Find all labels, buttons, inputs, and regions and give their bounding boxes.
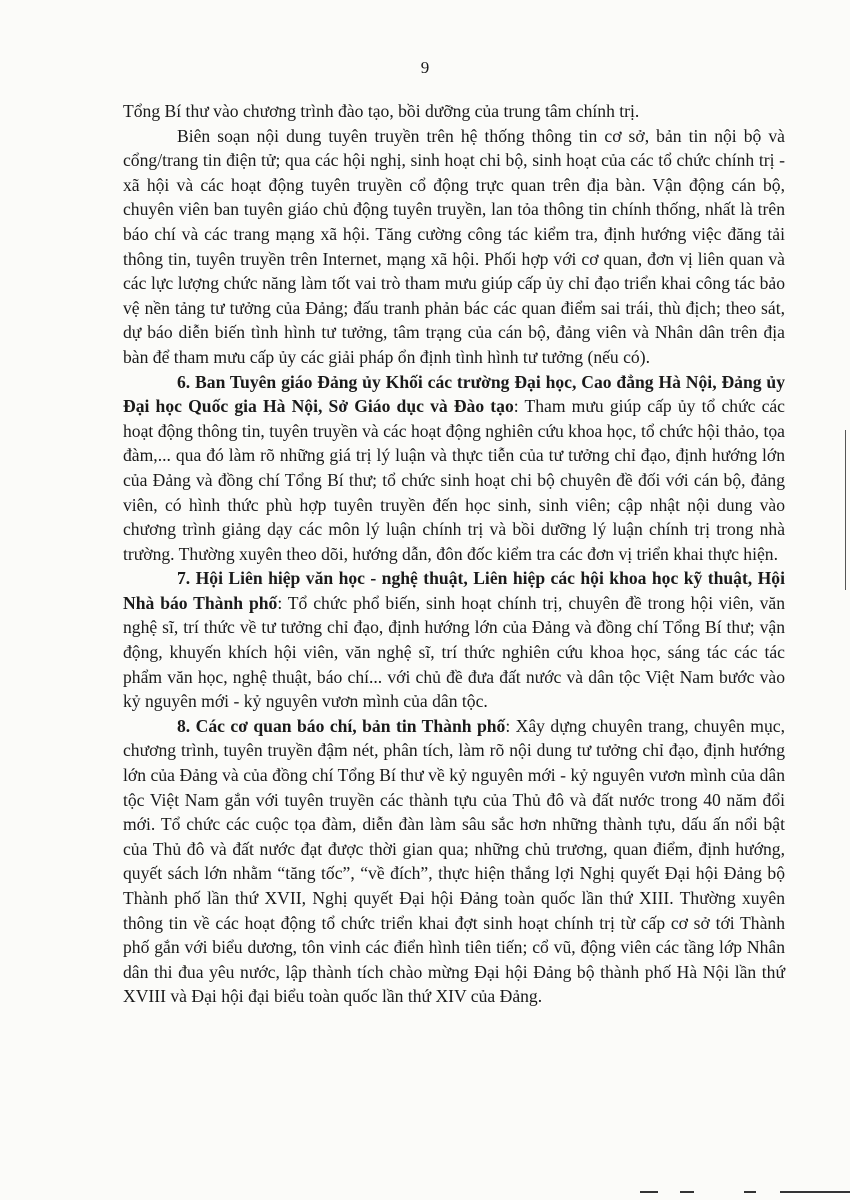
scan-margin-line — [845, 430, 846, 590]
section-heading: 6. Ban Tuyên giáo Đảng ủy Khối các trường Đại học, Cao đẳng Hà Nội, Đảng ủy Đại học Quốc gia Hà Nội, Sở Giáo dục và Đào tạo — [123, 371, 785, 417]
paragraph-section-6 — [123, 370, 785, 567]
paragraph-continuation — [123, 99, 785, 124]
document-body — [123, 99, 785, 1009]
dash — [680, 1191, 694, 1193]
dash — [780, 1191, 850, 1193]
paragraph-text: Biên soạn nội dung tuyên truyền trên hệ thống thông tin cơ sở, bản tin nội bộ và cổng/trang tin điện tử; qua các hội nghị, sinh hoạt chi bộ, sinh hoạt của các tổ chức chính trị - xã hội và các hoạt động tuyên truyền cổ động trực quan trên địa bàn. Vận động cán bộ, chuyên viên ban tuyên giáo chủ động tuyên truyền, lan tỏa thông tin chính thống, nhất là trên báo chí và các trang mạng xã hội. Tăng cường công tác kiểm tra, định hướng việc đăng tải thông tin, tuyên truyền trên Internet, mạng xã hội. Phối hợp với cơ quan, đơn vị liên quan và các lực lượng chức năng làm tốt vai trò tham mưu giúp cấp ủy chỉ đạo triển khai công tác bảo vệ nền tảng tư tưởng của Đảng; đấu tranh phản bác các quan điểm sai trái, thù địch; theo sát, dự báo diễn biến tình hình tư tưởng, tâm trạng của cán bộ, đảng viên và Nhân dân trên địa bàn để tham mưu cấp ủy các giải pháp ổn định tình hình tư tưởng (nếu có). — [123, 125, 785, 367]
dash — [744, 1191, 756, 1193]
section-heading: 8. Các cơ quan báo chí, bản tin Thành phố — [177, 715, 506, 736]
paragraph-information-dissemination — [123, 124, 785, 370]
paragraph-text: : Tổ chức phổ biến, sinh hoạt chính trị, chuyên đề trong hội viên, văn nghệ sĩ, trí thức về tư tưởng chỉ đạo, định hướng lớn của Đảng và đồng chí Tổng Bí thư; vận động, khuyến khích hội viên, văn nghệ sĩ, trí thức nghiên cứu khoa học, sáng tác các tác phẩm văn học, nghệ thuật, báo chí... với chủ đề đưa đất nước và dân tộc Việt Nam bước vào kỷ nguyên mới - kỷ nguyên vươn mình của dân tộc. — [123, 592, 786, 712]
section-heading: 7. Hội Liên hiệp văn học - nghệ thuật, Liên hiệp các hội khoa học kỹ thuật, Hội Nhà báo Thành phố — [123, 568, 785, 613]
paragraph-text: : Tham mưu giúp cấp ủy tổ chức các hoạt động thông tin, tuyên truyền và các hoạt động nghiên cứu khoa học, tổ chức hội thảo, tọa đàm,... qua đó làm rõ những giá trị lý luận và thực tiễn của tư tưởng chỉ đạo, định hướng lớn của Đảng và đồng chí Tổng Bí thư; tổ chức sinh hoạt chi bộ chuyên đề đối với cán bộ, đảng viên, có hình thức phù hợp tuyên truyền đến học sinh, sinh viên; cập nhật nội dung vào chương trình giảng dạy các môn lý luận chính trị và bồi dưỡng lý luận chính trị trong nhà trường. Thường xuyên theo dõi, hướng dẫn, đôn đốc kiểm tra các đơn vị triển khai thực hiện. — [123, 396, 785, 564]
paragraph-text: Tổng Bí thư vào chương trình đào tạo, bồi dưỡng của trung tâm chính trị. — [123, 101, 640, 121]
paragraph-section-7 — [123, 566, 785, 714]
page-number: 9 — [420, 58, 430, 77]
paragraph-section-8 — [123, 714, 785, 1009]
dash — [640, 1191, 658, 1193]
paragraph-text: : Xây dựng chuyên trang, chuyên mục, chương trình, tuyên truyền đậm nét, phân tích, làm rõ nội dung tư tưởng chỉ đạo, định hướng lớn của Đảng và của đồng chí Tổng Bí thư về kỷ nguyên mới - kỷ nguyên vươn mình của dân tộc Việt Nam gắn với tuyên truyền các thành tựu của Thủ đô và đất nước trong 40 năm đổi mới. Tổ chức các cuộc tọa đàm, diễn đàn làm sâu sắc hơn những thành tựu, dấu ấn nổi bật của Thủ đô và đất nước đạt được thời gian qua; những chủ trương, quan điểm, định hướng, quyết sách lớn nhằm “tăng tốc”, “về đích”, thực hiện thắng lợi Nghị quyết Đại hội Đảng bộ Thành phố lần thứ XVII, Nghị quyết Đại hội Đảng toàn quốc lần thứ XIII. Thường xuyên thông tin về các hoạt động tổ chức triển khai đợt sinh hoạt chính trị từ cấp cơ sở tới Thành phố gắn với biểu dương, tôn vinh các điển hình tiên tiến; cổ vũ, động viên các tầng lớp Nhân dân thi đua yêu nước, lập thành tích chào mừng Đại hội Đảng bộ thành phố Hà Nội lần thứ XVIII và Đại hội đại biểu toàn quốc lần thứ XIV của Đảng. — [123, 715, 785, 1007]
scan-footer-dashes — [640, 1191, 850, 1193]
